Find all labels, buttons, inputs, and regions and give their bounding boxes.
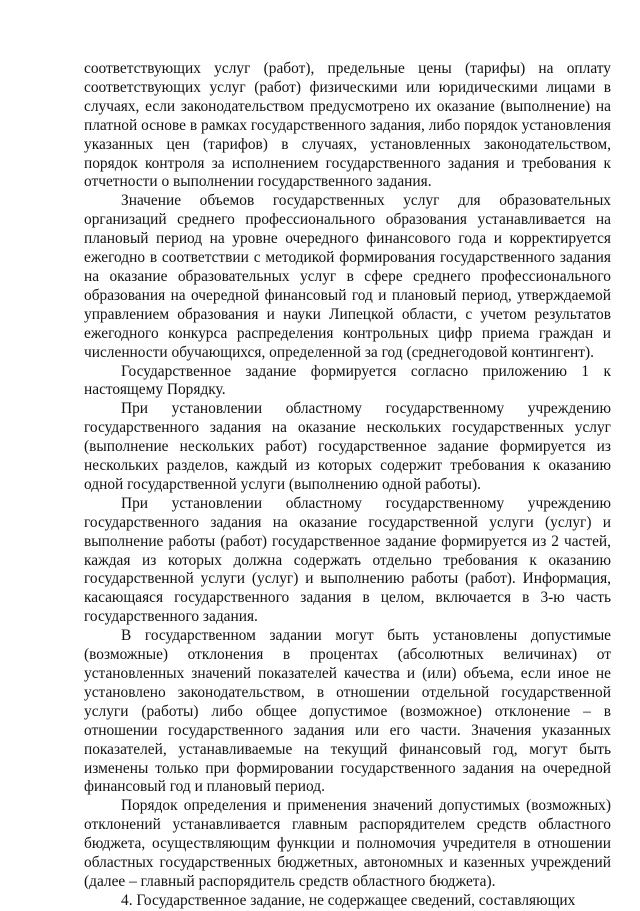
paragraph-item-4: 4. Государственное задание, не содержащее сведений, составляющих <box>121 891 576 909</box>
paragraph-appendix-reference: Государственное задание формируется согласно приложению 1 к настоящему Порядку. <box>84 362 611 399</box>
paragraph-multiple-services: При установлении областному государственному учреждению государственного задания на оказание нескольких государственных услуг (выполнение нескольких работ) государственное задание формируется из нескольких разделов, каждый из которых содержит требования к оказанию одной государственной услуги (выполнению одной работы). <box>84 400 611 493</box>
document-page <box>84 60 611 911</box>
paragraph-service-volumes: Значение объемов государственных услуг для образовательных организаций среднего профессионального образования устанавливается на плановый период на уровне очередного финансового года и корректируется ежегодно в соответствии с методикой формирования государственного задания на оказание образовательных услуг в сфере среднего профессионального образования на очередной финансовый год и плановый период, утверждаемой управлением образования и науки Липецкой области, с учетом результатов ежегодного конкурса распределения контрольных цифр приема граждан и численности обучающихся, определенной за год (среднегодовой контингент). <box>84 192 611 361</box>
paragraph-allowed-deviations: В государственном задании могут быть установлены допустимые (возможные) отклонения в процентах (абсолютных величинах) от установленных значений показателей качества и (или) объема, если иное не установлено законодательством, в отношении отдельной государственной услуги (работы) либо общее допустимое (возможное) отклонение – в отношении государственного задания или его части. Значения указанных показателей, устанавливаемые на текущий финансовый год, могут быть изменены только при формировании государственного задания на очередной финансовый год и плановый период. <box>84 627 611 796</box>
paragraph-deviation-procedure: Порядок определения и применения значений допустимых (возможных) отклонений устанавливается главным распорядителем средств областного бюджета, осуществляющим функции и полномочия учредителя в отношении областных государственных бюджетных, автономных и казенных учреждений (далее – главный распорядитель средств областного бюджета). <box>84 797 611 890</box>
paragraph-services-and-works: При установлении областному государственному учреждению государственного задания на оказание государственной услуги (услуг) и выполнение работы (работ) государственное задание формируется из 2 частей, каждая из которых должна содержать отдельно требования к оказанию государственной услуги (услуг) и выполнению работы (работ). Информация, касающаяся государственного задания в целом, включается в 3-ю часть государственного задания. <box>84 494 611 626</box>
paragraph-continuation: соответствующих услуг (работ), предельные цены (тарифы) на оплату соответствующих услуг (работ) физическими или юридическими лицами в случаях, если законодательством предусмотрено их оказание (выполнение) на платной основе в рамках государственного задания, либо порядок установления указанных цен (тарифов) в случаях, установленных законодательством, порядок контроля за исполнением государственного задания и требования к отчетности о выполнении государственного задания. <box>84 60 611 191</box>
